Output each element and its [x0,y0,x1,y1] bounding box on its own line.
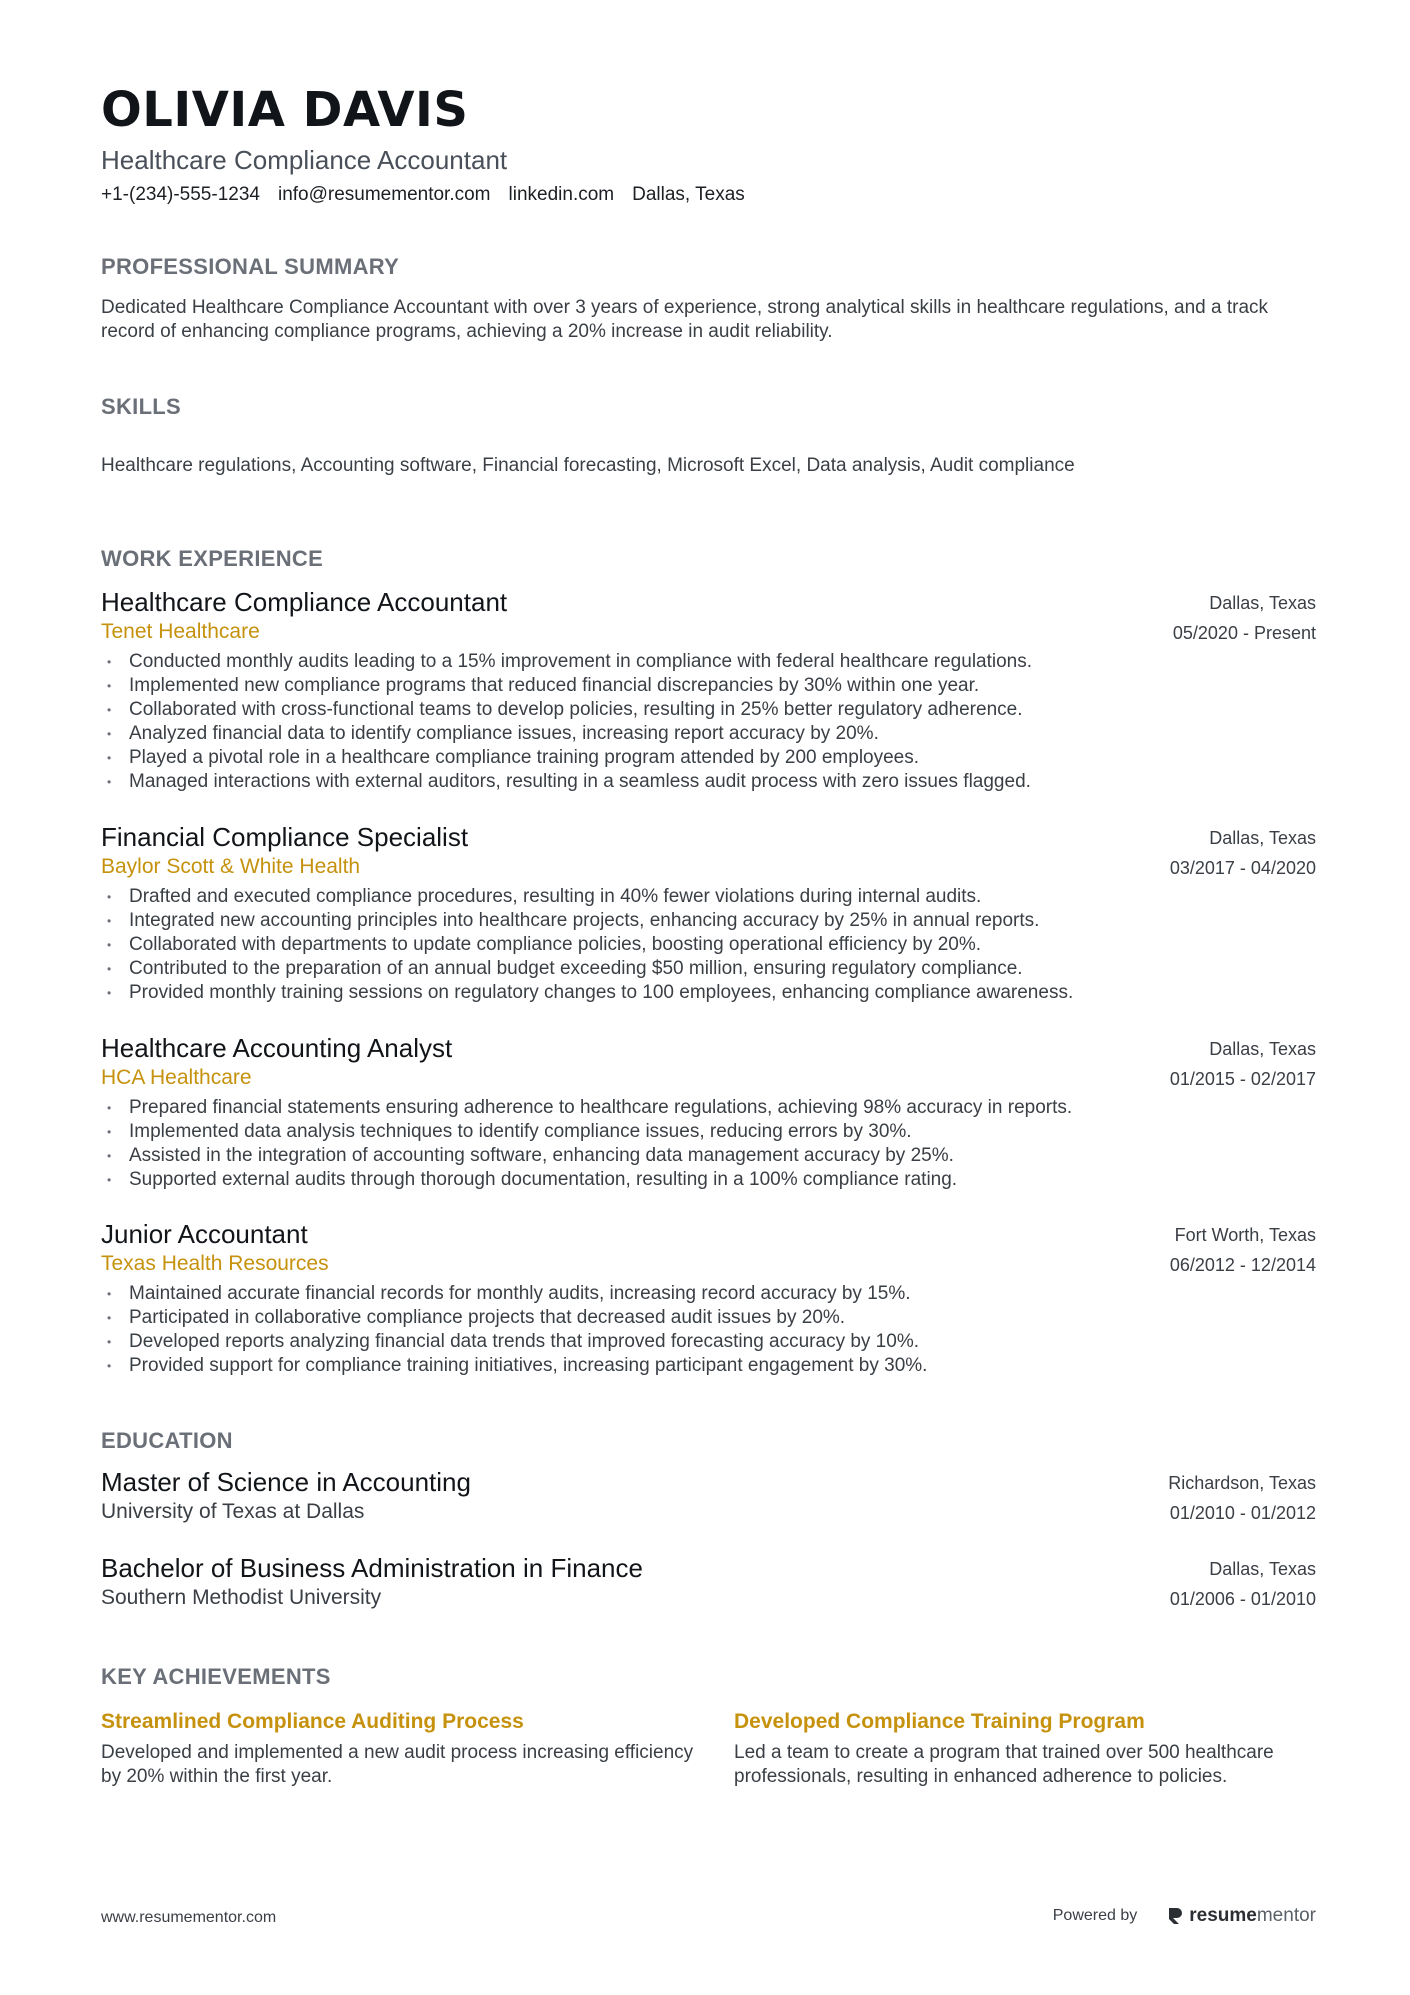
job-dates: 06/2012 - 12/2014 [1169,1255,1316,1275]
contact-line [101,184,745,206]
education-meta [1170,1554,1316,1614]
job-meta [1173,588,1316,648]
list-item: • Prepared financial statements ensuring adherence to healthcare regulations, achieving 98% accuracy in reports. [101,1096,1316,1120]
contact-location: Dallas, Texas [632,184,745,205]
candidate-title: Healthcare Compliance Accountant [101,145,508,175]
job-entry [101,821,1316,1005]
brand-name-bold: resume [1189,1905,1257,1926]
education-meta [1168,1468,1316,1528]
job-company: HCA Healthcare [101,1066,252,1089]
achievement-desc: Developed and implemented a new audit process increasing efficiency by 20% within the first year. [101,1742,694,1787]
candidate-name: OLIVIA DAVIS [101,82,469,138]
footer-website[interactable]: www.resumementor.com [101,1909,277,1926]
list-item: • Implemented new compliance programs that reduced financial discrepancies by 30% within one year. [101,674,1316,698]
list-item: • Integrated new accounting principles into healthcare projects, enhancing accuracy by 25% in annual reports. [101,909,1316,933]
education-dates: 01/2010 - 01/2012 [1169,1503,1316,1523]
job-location: Dallas, Texas [1209,1039,1316,1059]
job-title: Healthcare Accounting Analyst [101,1033,453,1063]
job-bullets [101,1096,1316,1192]
contact-linkedin: linkedin.com [508,184,615,205]
education-location: Richardson, Texas [1168,1473,1316,1493]
achievement-item [734,1707,1324,1789]
job-meta [1170,1220,1316,1280]
job-entry [101,586,1316,794]
list-item: • Assisted in the integration of accounting software, enhancing data management accuracy by 25%. [101,1144,1316,1168]
list-item: • Managed interactions with external auditors, resulting in a seamless audit process with zero issues flagged. [101,770,1316,794]
education-degree: Master of Science in Accounting [101,1467,471,1497]
job-location: Fort Worth, Texas [1174,1225,1316,1245]
job-location: Dallas, Texas [1209,593,1316,613]
education-school: University of Texas at Dallas [101,1500,365,1523]
list-item: • Participated in collaborative compliance projects that decreased audit issues by 20%. [101,1306,1316,1330]
education-degree: Bachelor of Business Administration in Finance [101,1553,643,1583]
job-title: Healthcare Compliance Accountant [101,587,508,617]
achievement-desc: Led a team to create a program that trained over 500 healthcare professionals, resulting in enhanced adherence to policies. [734,1742,1274,1787]
job-meta [1170,823,1316,883]
footer-brand-area [1053,1905,1316,1927]
brand-logo[interactable] [1167,1905,1316,1927]
summary-heading: PROFESSIONAL SUMMARY [101,254,400,279]
list-item: • Drafted and executed compliance procedures, resulting in 40% fewer violations during internal audits. [101,885,1316,909]
job-dates: 03/2017 - 04/2020 [1169,858,1316,878]
job-bullets [101,650,1316,794]
achievement-title: Developed Compliance Training Program [734,1710,1145,1733]
education-dates: 01/2006 - 01/2010 [1169,1589,1316,1609]
job-company: Texas Health Resources [101,1252,329,1275]
list-item: • Contributed to the preparation of an annual budget exceeding $50 million, ensuring regulatory compliance. [101,957,1316,981]
summary-text: Dedicated Healthcare Compliance Accountant with over 3 years of experience, strong analytical skills in healthcare regulations, and a track record of enhancing compliance programs, achieving a 20% increase in audit reliability. [101,297,1269,342]
list-item: • Collaborated with cross-functional teams to develop policies, resulting in 25% better regulatory adherence. [101,698,1316,722]
job-dates: 05/2020 - Present [1172,623,1316,643]
job-company: Tenet Healthcare [101,620,260,643]
education-school: Southern Methodist University [101,1586,382,1609]
list-item: • Provided support for compliance training initiatives, increasing participant engagement by 30%. [101,1354,1316,1378]
education-heading: EDUCATION [101,1428,233,1453]
job-title: Financial Compliance Specialist [101,822,469,852]
list-item: • Maintained accurate financial records for monthly audits, increasing record accuracy by 15%. [101,1282,1316,1306]
achievement-item [101,1707,701,1789]
education-entry [101,1552,1316,1612]
skills-text: Healthcare regulations, Accounting software, Financial forecasting, Microsoft Excel, Data analysis, Audit compliance [101,455,1075,476]
brand-name-light: mentor [1256,1905,1316,1926]
list-item: • Provided monthly training sessions on regulatory changes to 100 employees, enhancing compliance awareness. [101,981,1316,1005]
contact-email: info@resumementor.com [277,184,491,205]
list-item: • Developed reports analyzing financial data trends that improved forecasting accuracy by 10%. [101,1330,1316,1354]
job-bullets [101,885,1316,1005]
experience-heading: WORK EXPERIENCE [101,546,324,571]
job-company: Baylor Scott & White Health [101,855,361,878]
job-location: Dallas, Texas [1209,828,1316,848]
job-entry [101,1218,1316,1378]
achievement-title: Streamlined Compliance Auditing Process [101,1710,524,1733]
list-item: • Collaborated with departments to update compliance policies, boosting operational efficiency by 20%. [101,933,1316,957]
job-title: Junior Accountant [101,1219,308,1249]
job-meta [1170,1034,1316,1094]
education-entry [101,1466,1316,1526]
list-item: • Implemented data analysis techniques to identify compliance issues, reducing errors by 30%. [101,1120,1316,1144]
skills-heading: SKILLS [101,394,182,419]
job-bullets [101,1282,1316,1378]
achievements-heading: KEY ACHIEVEMENTS [101,1664,331,1689]
list-item: • Analyzed financial data to identify compliance issues, increasing report accuracy by 20%. [101,722,1316,746]
contact-phone: +1-(234)-555-1234 [101,184,260,205]
job-entry [101,1032,1316,1192]
list-item: • Supported external audits through thorough documentation, resulting in a 100% compliance rating. [101,1168,1316,1192]
powered-by-label: Powered by [1052,1907,1138,1924]
list-item: • Conducted monthly audits leading to a 15% improvement in compliance with federal healthcare regulations. [101,650,1316,674]
education-location: Dallas, Texas [1209,1559,1316,1579]
list-item: • Played a pivotal role in a healthcare compliance training program attended by 200 employees. [101,746,1316,770]
resumementor-logo-icon [1167,1906,1183,1926]
job-dates: 01/2015 - 02/2017 [1169,1069,1316,1089]
